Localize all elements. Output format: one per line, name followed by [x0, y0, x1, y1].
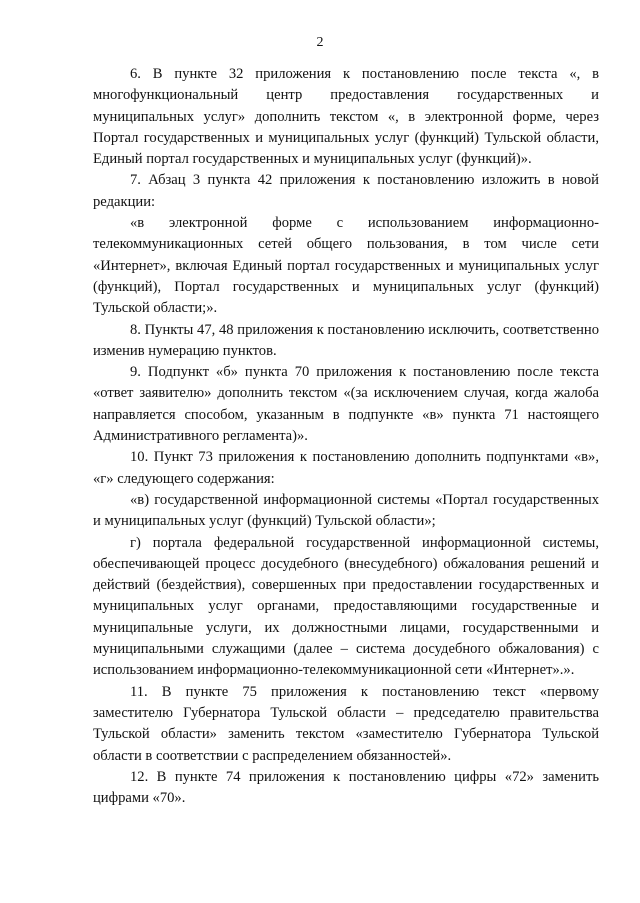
- paragraph-subitem-g: г) портала федеральной государственной информационной системы, обеспечивающей процесс досудебного (внесудебного) обжалования решений и действий (бездействия), совершенных при предоставлении государственных и муниципальных услуг органами, предоставляющими государственные и муниципальные услуги, их должностными лицами, государственными и муниципальными служащими (далее – система досудебного обжалования) с использованием информационно-телекоммуникационной сети «Интернет».».: [93, 534, 599, 679]
- paragraph-item-7: 7. Абзац 3 пункта 42 приложения к постановлению изложить в новой редакции:: [93, 172, 599, 210]
- paragraph-item-11: 11. В пункте 75 приложения к постановлению текст «первому заместителю Губернатора Тульской области – председателю правительства Тульской области» заменить текстом «заместителю Губернатора Тульской области в соответствии с распределением обязанностей».: [93, 683, 599, 764]
- paragraph-subitem-v: «в) государственной информационной системы «Портал государственных и муниципальных услуг (функций) Тульской области»;: [93, 491, 599, 530]
- document-body: [93, 64, 599, 809]
- paragraph-item-10: 10. Пункт 73 приложения к постановлению дополнить подпунктами «в», «г» следующего содержания:: [93, 449, 599, 487]
- paragraph-item-6: 6. В пункте 32 приложения к постановлению после текста «, в многофункциональный центр предоставления государственных и муниципальных услуг» дополнить текстом «, в электронной форме, через Портал государственных и муниципальных услуг (функций) Тульской области, Единый портал государственных и муниципальных услуг (функций)».: [93, 66, 599, 168]
- page-number: 2: [316, 35, 324, 50]
- paragraph-item-9: 9. Подпункт «б» пункта 70 приложения к постановлению после текста «ответ заявителю» дополнить текстом «(за исключением случая, когда жалоба направляется способом, указанным в подпункте «в» пункта 71 настоящего Административного регламента)».: [93, 364, 599, 445]
- paragraph-item-7-quote: «в электронной форме с использованием информационно-телекоммуникационных сетей общего пользования, в том числе сети «Интернет», включая Единый портал государственных и муниципальных услуг (функций), Портал государственных и муниципальных услуг (функций) Тульской области;».: [93, 215, 599, 317]
- paragraph-item-12: 12. В пункте 74 приложения к постановлению цифры «72» заменить цифрами «70».: [93, 768, 599, 807]
- paragraph-item-8: 8. Пункты 47, 48 приложения к постановлению исключить, соответственно изменив нумерацию пунктов.: [93, 321, 599, 359]
